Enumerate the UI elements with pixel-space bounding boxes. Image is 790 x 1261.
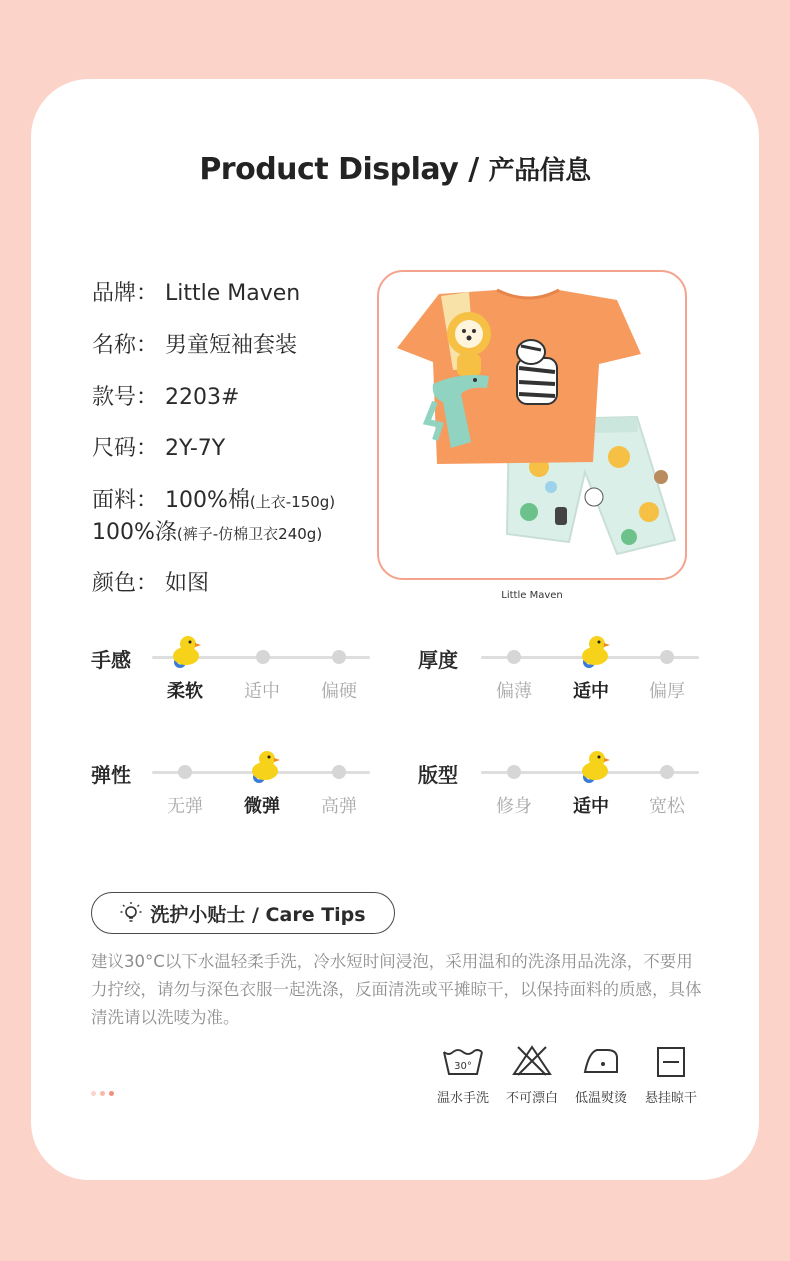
title-english: Product Display [199, 152, 459, 187]
hand-wash-30-icon [441, 1046, 485, 1078]
photo-caption: Little Maven [501, 590, 563, 601]
spec-color: 颜色： 如图 [92, 571, 209, 596]
option-loose: 宽松 [649, 796, 685, 817]
lightbulb-icon [120, 901, 142, 925]
product-photo [377, 270, 687, 580]
low-iron-icon [579, 1046, 623, 1078]
fabric-bottom-note: (裤子-仿棉卫衣240g) [176, 525, 323, 543]
rating-dot [660, 765, 674, 779]
duck-marker-icon [577, 747, 611, 785]
option-no-stretch: 无弹 [167, 796, 203, 817]
title-separator: / [458, 152, 489, 187]
rating-dot [332, 650, 346, 664]
rating-dot [660, 650, 674, 664]
decorative-dots [91, 1091, 114, 1096]
option-medium: 适中 [573, 681, 609, 702]
rating-label-thickness: 厚度 [418, 648, 458, 672]
fabric-bottom-value: 100%涤 [92, 520, 177, 545]
rating-dot [507, 765, 521, 779]
care-tips-heading [91, 892, 395, 934]
care-tips-title: 洗护小贴士 / Care Tips [150, 903, 366, 926]
spec-size: 尺码： 2Y-7Y [92, 436, 226, 461]
option-regular: 适中 [573, 796, 609, 817]
hang-dry-icon [649, 1046, 693, 1078]
wash-label-no-bleach: 不可漂白 [505, 1091, 558, 1106]
rating-dot [332, 765, 346, 779]
option-high-stretch: 高弹 [321, 796, 357, 817]
rating-label-elasticity: 弹性 [91, 763, 131, 787]
spec-fabric-top [92, 483, 335, 514]
title-chinese: 产品信息 [488, 156, 591, 186]
fabric-top-value: 面料： 100%棉 [92, 488, 250, 513]
duck-marker-icon [168, 632, 202, 670]
fabric-top-note: (上衣-150g) [249, 493, 336, 511]
option-hard: 偏硬 [321, 681, 357, 702]
option-thick: 偏厚 [649, 681, 685, 702]
duck-marker-icon [247, 747, 281, 785]
wash-label-hand-wash: 温水手洗 [436, 1091, 489, 1106]
duck-marker-icon [577, 632, 611, 670]
option-medium: 适中 [244, 681, 280, 702]
option-slim: 修身 [496, 796, 532, 817]
option-soft: 柔软 [167, 681, 203, 702]
wash-label-low-iron: 低温熨烫 [574, 1091, 627, 1106]
rating-label-feel: 手感 [91, 648, 131, 672]
care-instructions: 建议30°C以下水温轻柔手洗，冷水短时间浸泡，采用温和的洗涤用品洗涤，不要用力拧绞，请勿与深色衣服一起洗涤，反面清洗或平摊晾干，以保持面料的质感，具体清洗请以洗唛为准。 [91, 952, 702, 1027]
spec-brand: 品牌： Little Maven [92, 281, 301, 306]
spec-fabric-bottom [92, 515, 322, 546]
page-title [0, 150, 790, 187]
rating-dot [507, 650, 521, 664]
option-thin: 偏薄 [496, 681, 532, 702]
rating-dot [178, 765, 192, 779]
rating-dot [256, 650, 270, 664]
spec-name: 名称： 男童短袖套装 [92, 333, 297, 358]
no-bleach-icon [510, 1044, 554, 1076]
wash-temp-number: 30° [454, 1061, 472, 1072]
option-slight-stretch: 微弹 [244, 796, 280, 817]
spec-style-number: 款号： 2203# [92, 385, 240, 410]
rating-label-fit: 版型 [418, 763, 458, 787]
wash-label-hang-dry: 悬挂晾干 [644, 1091, 697, 1106]
